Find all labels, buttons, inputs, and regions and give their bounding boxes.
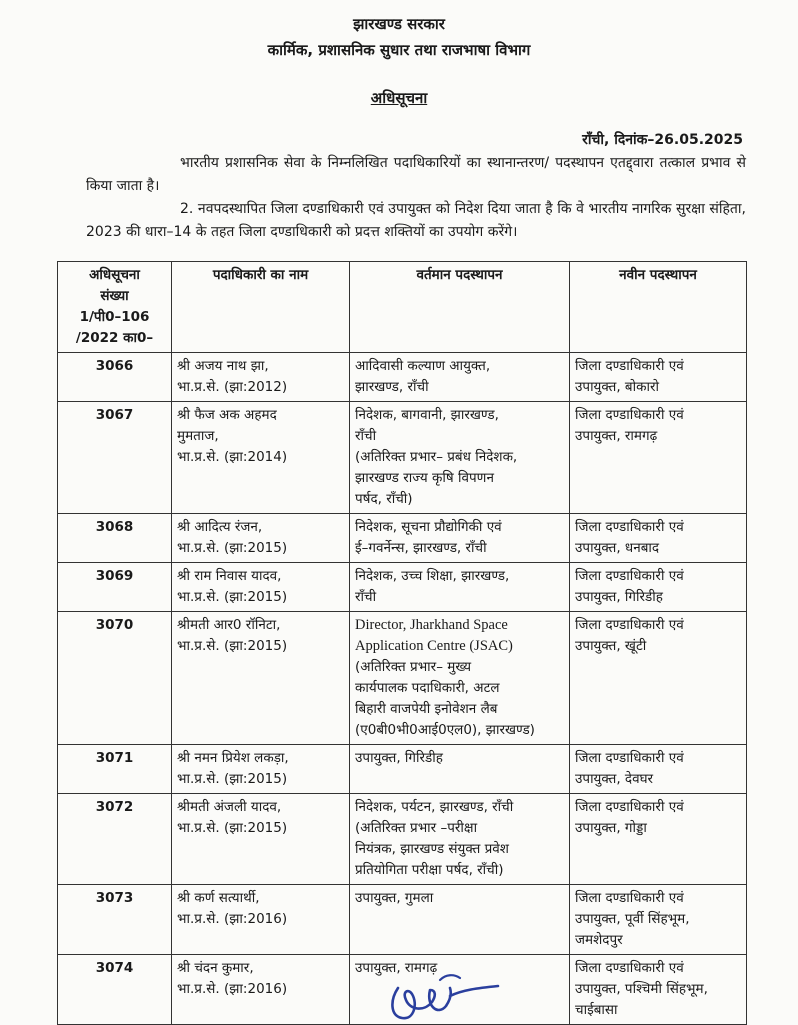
header-line: अधिसूचना [89,267,140,283]
notification-number: 3070 [58,612,172,745]
signature [380,966,530,1024]
officer-name [172,563,350,612]
notification-title: अधिसूचना [370,89,428,107]
table-header-row [58,262,747,353]
header-new-posting: नवीन पदस्थापन [570,262,747,353]
current-posting-line: (अतिरिक्त प्रभार– प्रबंध निदेशक, [355,449,518,465]
current-posting-line: (ए0बी0भी0आई0एल0), झारखण्ड) [355,722,535,738]
current-posting-line: झारखण्ड राज्य कृषि विपणन [355,470,494,486]
officer-name [172,353,350,402]
current-posting-line: उपायुक्त, गुमला [355,890,434,906]
current-posting [350,514,570,563]
table-row [58,885,747,955]
officer-name-line: भा.प्र.से. (झा:2012) [177,379,288,395]
officer-name [172,514,350,563]
table-row [58,563,747,612]
current-posting-line: Application Centre (JSAC) [355,638,513,654]
officer-name-line: श्री नमन प्रियेश लकड़ा, [177,750,289,766]
table-row [58,353,747,402]
new-posting-line: उपायुक्त, गिरिडीह [575,589,663,605]
header-officer-name: पदाधिकारी का नाम [172,262,350,353]
new-posting [570,514,747,563]
government-heading: झारखण्ड सरकार [353,15,445,33]
current-posting [350,612,570,745]
current-posting-line: उपायुक्त, रामगढ़ [355,960,438,976]
department-heading: कार्मिक, प्रशासनिक सुधार तथा राजभाषा विभाग [267,41,531,59]
officer-name-line: श्री अजय नाथ झा, [177,358,269,374]
officer-name-line: भा.प्र.से. (झा:2015) [177,820,288,836]
new-posting-line: उपायुक्त, धनबाद [575,540,660,556]
notification-number: 3074 [58,955,172,1025]
current-posting-line: झारखण्ड, राँची [355,379,429,395]
current-posting-line: ई–गवर्नेन्स, झारखण्ड, राँची [355,540,487,556]
notification-number: 3066 [58,353,172,402]
current-posting-line: पर्षद, राँची) [355,491,413,507]
new-posting-line: जिला दण्डाधिकारी एवं [575,407,684,423]
new-posting-line: उपायुक्त, बोकारो [575,379,659,395]
officer-name [172,402,350,514]
table-row [58,745,747,794]
new-posting-line: जिला दण्डाधिकारी एवं [575,890,684,906]
current-posting-line: (अतिरिक्त प्रभार– मुख्य [355,659,472,675]
notification-number: 3073 [58,885,172,955]
current-posting-line: कार्यपालक पदाधिकारी, अटल [355,680,500,696]
officer-name [172,612,350,745]
officer-name-line: श्री राम निवास यादव, [177,568,282,584]
new-posting-line: जिला दण्डाधिकारी एवं [575,750,684,766]
new-posting-line: चाईबासा [575,1002,618,1018]
signature-stroke [392,986,498,1018]
officer-name-line: मुमताज, [177,428,219,444]
officer-name-line: श्री फैज अक अहमद [177,407,277,423]
current-posting-line: Director, Jharkhand Space [355,617,508,633]
new-posting-line: उपायुक्त, खूंटी [575,638,647,654]
officer-name-line: भा.प्र.से. (झा:2015) [177,540,288,556]
officer-name [172,955,350,1025]
officer-name-line: श्रीमती अंजली यादव, [177,799,282,815]
current-posting-line: (अतिरिक्त प्रभार –परीक्षा [355,820,478,836]
officer-name-line: श्री कर्ण सत्यार्थी, [177,890,260,906]
new-posting [570,794,747,885]
new-posting-line: जिला दण्डाधिकारी एवं [575,799,684,815]
table-row [58,612,747,745]
officer-name [172,794,350,885]
new-posting [570,353,747,402]
new-posting-line: उपायुक्त, पूर्वी सिंहभूम, [575,911,690,927]
new-posting [570,955,747,1025]
signature-flourish [440,975,460,980]
current-posting-line: निदेशक, उच्च शिक्षा, झारखण्ड, [355,568,510,584]
officer-name-line: भा.प्र.से. (झा:2016) [177,981,288,997]
current-posting [350,353,570,402]
place-date: राँची, दिनांक–26.05.2025 [582,132,743,148]
officer-name-line: श्री चंदन कुमार, [177,960,254,976]
new-posting-line: उपायुक्त, गोड्डा [575,820,647,836]
officer-name-line: श्री आदित्य रंजन, [177,519,263,535]
new-posting-line: जिला दण्डाधिकारी एवं [575,358,684,374]
new-posting [570,745,747,794]
officer-name-line: भा.प्र.से. (झा:2015) [177,589,288,605]
current-posting-line: नियंत्रक, झारखण्ड संयुक्त प्रवेश [355,841,509,857]
header-line: 1/पी0–106 [79,309,150,325]
new-posting-line: उपायुक्त, रामगढ़ [575,428,658,444]
current-posting-line: राँची [355,428,377,444]
new-posting-line: जिला दण्डाधिकारी एवं [575,519,684,535]
current-posting [350,794,570,885]
notification-number: 3068 [58,514,172,563]
officer-name [172,745,350,794]
posting-table [57,261,747,1025]
current-posting-line: निदेशक, सूचना प्रौद्योगिकी एवं [355,519,502,535]
current-posting [350,402,570,514]
notification-number: 3067 [58,402,172,514]
current-posting-line: आदिवासी कल्याण आयुक्त, [355,358,491,374]
officer-name-line: भा.प्र.से. (झा:2015) [177,771,288,787]
header-current-posting: वर्तमान पदस्थापन [350,262,570,353]
current-posting-line: राँची [355,589,377,605]
current-posting-line: निदेशक, पर्यटन, झारखण्ड, राँची [355,799,514,815]
new-posting-line: जिला दण्डाधिकारी एवं [575,568,684,584]
paragraph-directive: 2. नवपदस्थापित जिला दण्डाधिकारी एवं उपायुक्त को निदेश दिया जाता है कि वे भारतीय नागरिक सुरक्षा संहिता, 2023 की धारा–14 के तहत जिला दण्डाधिकारी को प्रदत्त शक्तियों का उपयोग करेंगे। [86,201,746,240]
table-row [58,514,747,563]
notification-number: 3072 [58,794,172,885]
new-posting [570,402,747,514]
paragraph-transfer: भारतीय प्रशासनिक सेवा के निम्नलिखित पदाधिकारियों का स्थानान्तरण/ पदस्थापन एतद्द्वारा तत्काल प्रभाव से किया जाता है। [86,155,746,194]
table-row [58,402,747,514]
current-posting [350,745,570,794]
current-posting-line: प्रतियोगिता परीक्षा पर्षद, राँची) [355,862,504,878]
header-line: /2022 का0– [75,330,154,346]
officer-name-line: भा.प्र.से. (झा:2014) [177,449,288,465]
header-notification-number [58,262,172,353]
new-posting-line: उपायुक्त, पश्चिमी सिंहभूम, [575,981,708,997]
new-posting [570,563,747,612]
officer-name-line: भा.प्र.से. (झा:2015) [177,638,288,654]
current-posting-line: निदेशक, बागवानी, झारखण्ड, [355,407,499,423]
new-posting-line: जिला दण्डाधिकारी एवं [575,960,684,976]
new-posting-line: जिला दण्डाधिकारी एवं [575,617,684,633]
header-line: संख्या [100,288,129,304]
notification-number: 3071 [58,745,172,794]
new-posting-line: जमशेदपुर [575,932,623,948]
officer-name-line: भा.प्र.से. (झा:2016) [177,911,288,927]
current-posting [350,885,570,955]
officer-name [172,885,350,955]
current-posting-line: बिहारी वाजपेयी इनोवेशन लैब [355,701,498,717]
officer-name-line: श्रीमती आर0 रॉनिटा, [177,617,281,633]
new-posting [570,885,747,955]
current-posting [350,563,570,612]
table-row [58,794,747,885]
current-posting-line: उपायुक्त, गिरिडीह [355,750,443,766]
new-posting-line: उपायुक्त, देवघर [575,771,654,787]
new-posting [570,612,747,745]
notification-number: 3069 [58,563,172,612]
